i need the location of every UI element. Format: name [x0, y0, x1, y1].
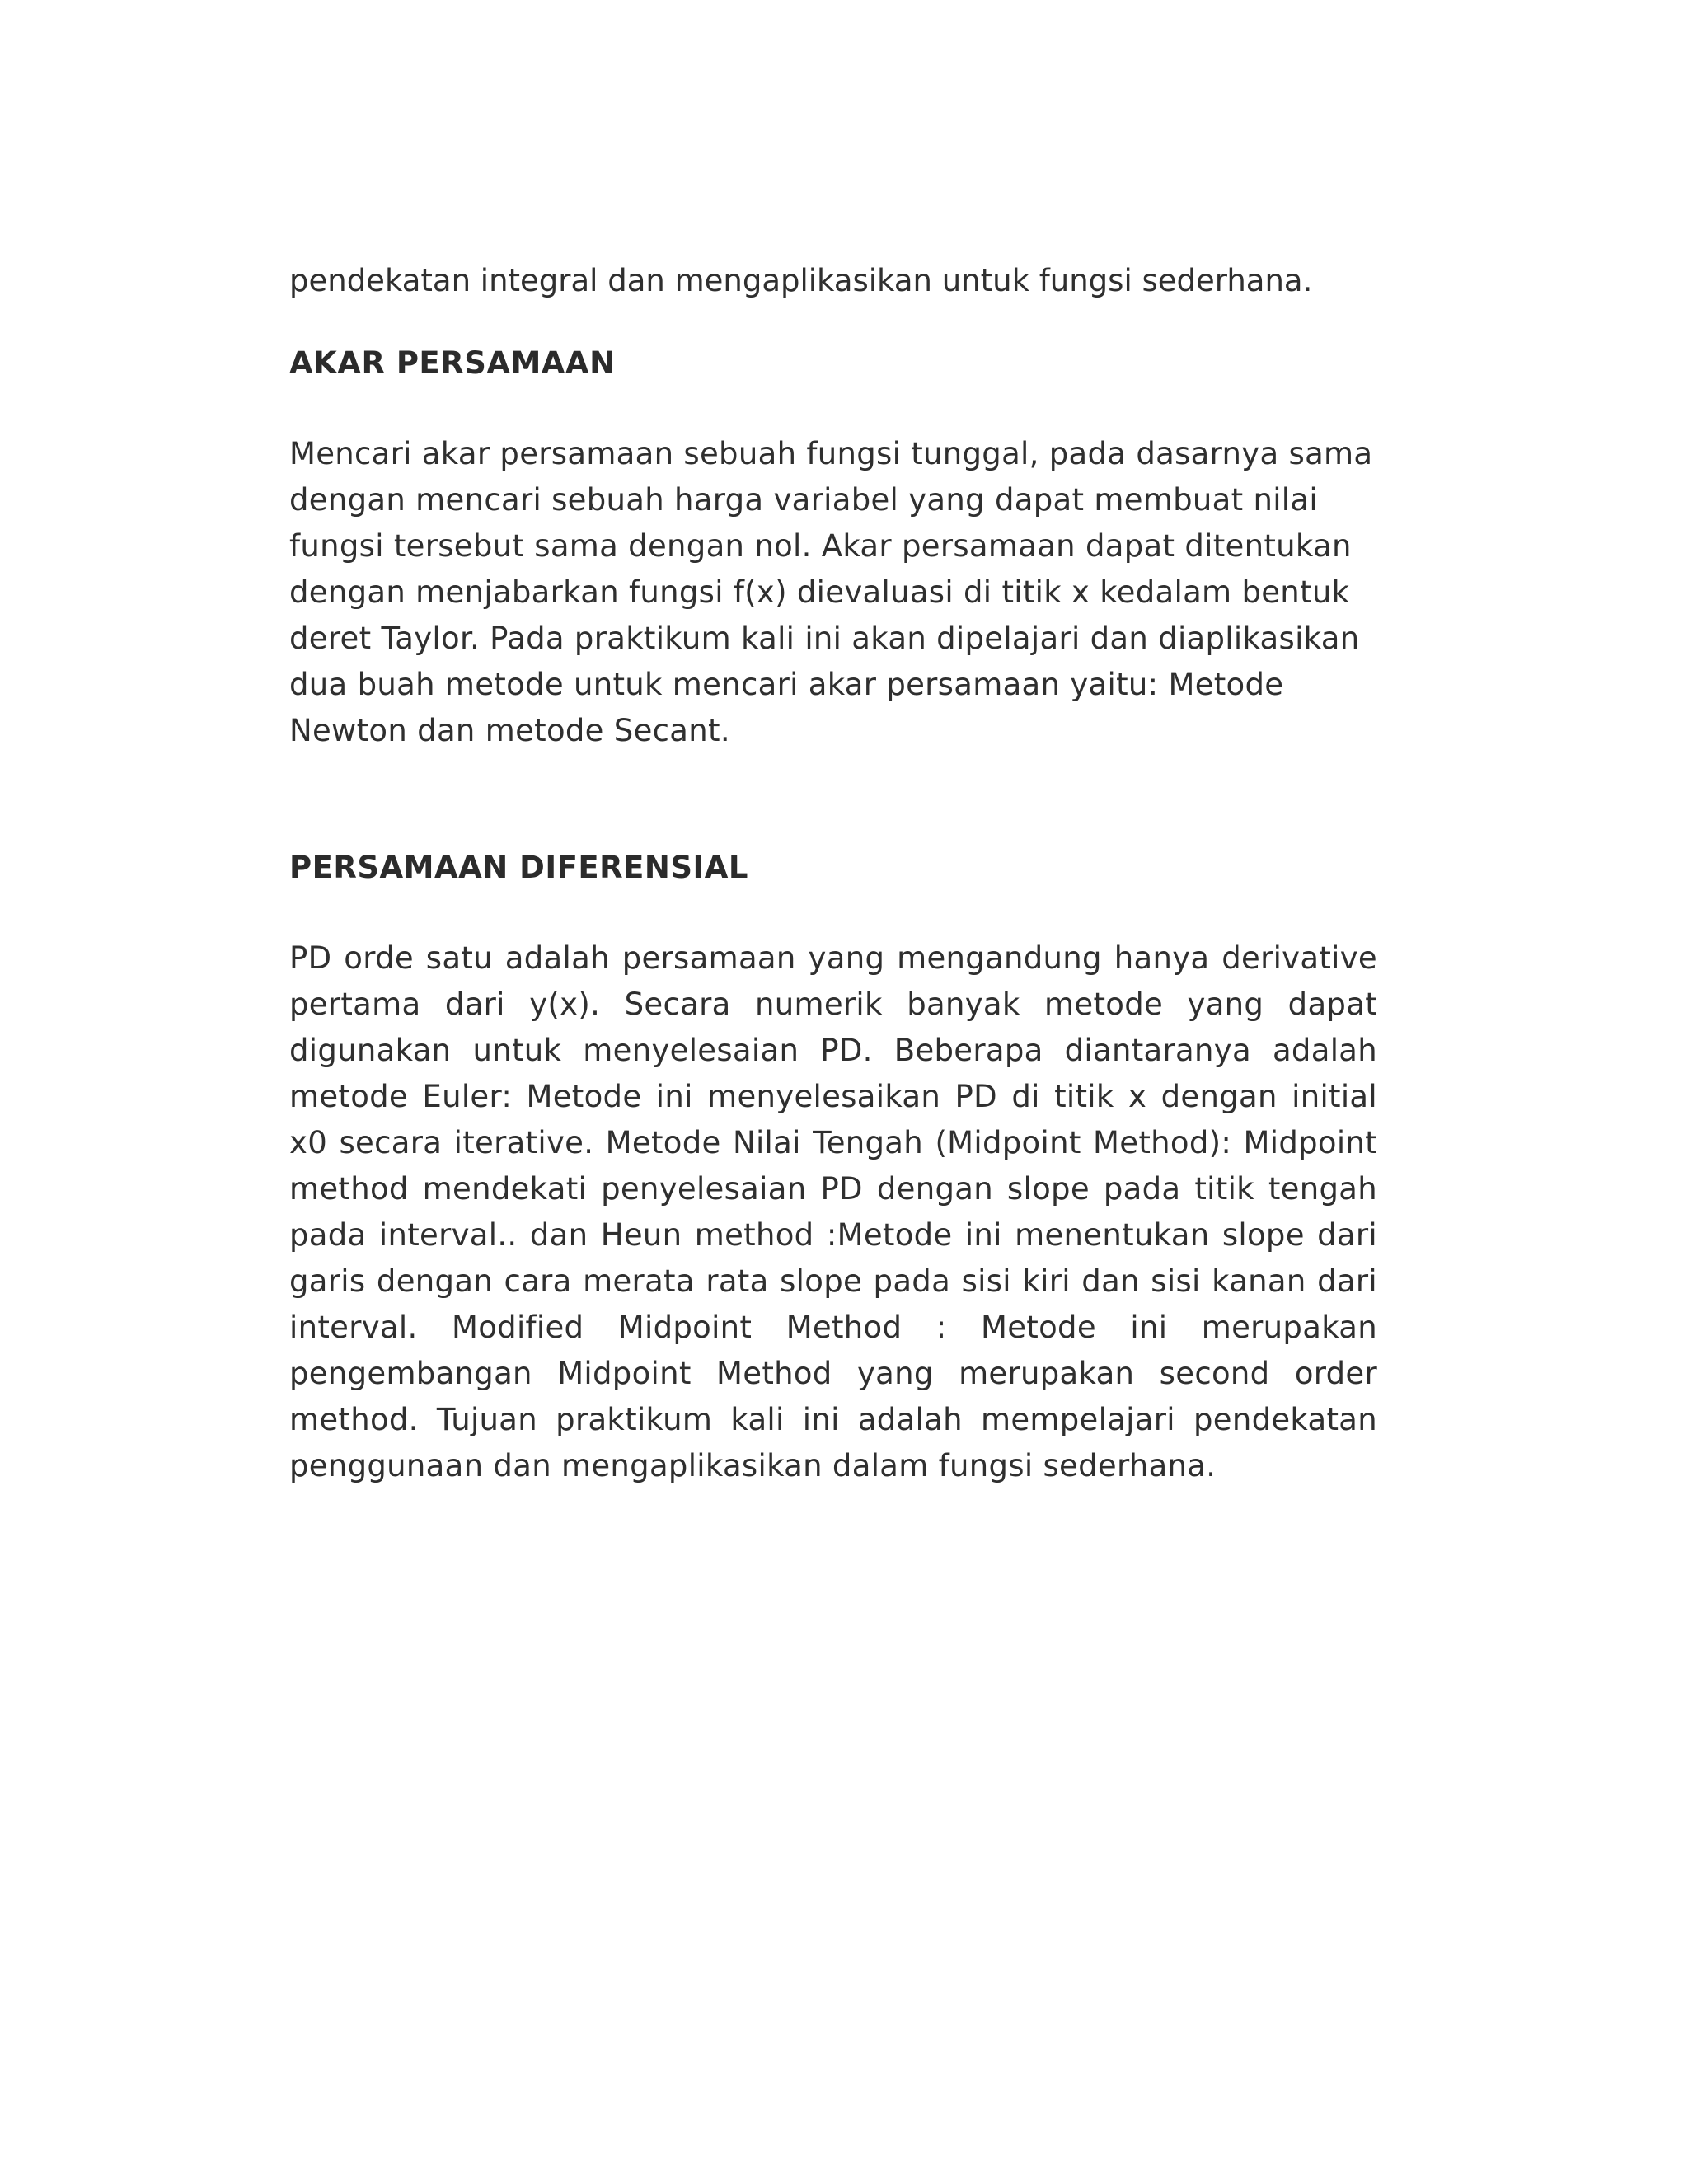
section-paragraph-persamaan-diferensial: PD orde satu adalah persamaan yang mengandung hanya derivative pertama dari y(x). Secara numerik banyak metode yang dapat digunakan untuk menyelesaian PD. Beberapa diantaranya adalah metode Euler: Metode ini menyelesaikan PD di titik x dengan initial x0 secara iterative. Metode Nilai Tengah (Midpoint Method): Midpoint method mendekati penyelesaian PD dengan slope pada titik tengah pada interval.. dan Heun method :Metode ini menentukan slope dari garis dengan cara merata rata slope pada sisi kiri dan sisi kanan dari interval. Modified Midpoint Method : Metode ini merupakan pengembangan Midpoint Method yang merupakan second order method. Tujuan praktikum kali ini adalah mempelajari pendekatan penggunaan dan mengaplikasikan dalam fungsi sederhana.	[289, 940, 1377, 1483]
section-heading-akar-persamaan: AKAR PERSAMAAN	[289, 345, 616, 381]
intro-line: pendekatan integral dan mengaplikasikan untuk fungsi sederhana.	[289, 263, 1313, 298]
section-paragraph-akar-persamaan: Mencari akar persamaan sebuah fungsi tunggal, pada dasarnya sama dengan mencari sebuah harga variabel yang dapat membuat nilai fungsi tersebut sama dengan nol. Akar persamaan dapat ditentukan dengan menjabarkan fungsi f(x) dievaluasi di titik x kedalam bentuk deret Taylor. Pada praktikum kali ini akan dipelajari dan diaplikasikan dua buah metode untuk mencari akar persamaan yaitu: Metode Newton dan metode Secant.	[289, 436, 1373, 748]
document-body	[289, 258, 1377, 1489]
section-heading-persamaan-diferensial: PERSAMAAN DIFERENSIAL	[289, 850, 748, 885]
